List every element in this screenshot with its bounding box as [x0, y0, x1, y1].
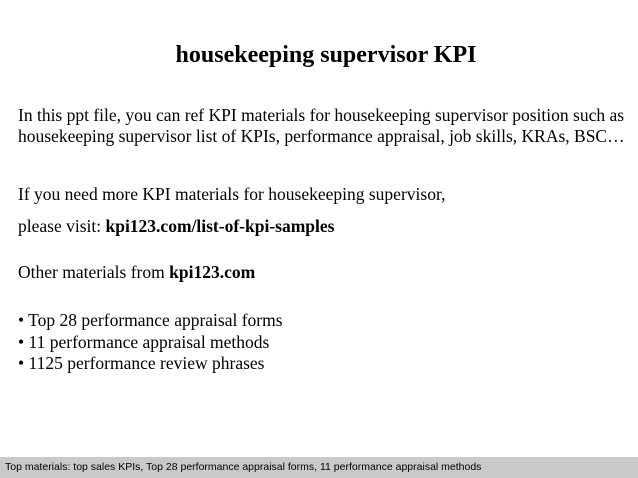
other-materials-line [18, 262, 628, 283]
list-item: • 11 performance appraisal methods [18, 331, 270, 352]
list-item: • Top 28 performance appraisal forms [18, 310, 283, 330]
footer-text: Top materials: top sales KPIs, Top 28 performance appraisal forms, 11 performance appraisal methods [5, 461, 482, 473]
footer-bar [0, 457, 638, 478]
visit-link[interactable]: kpi123.com/list-of-kpi-samples [105, 216, 335, 236]
other-prefix: Other materials from [18, 262, 170, 282]
visit-prefix: please visit: [18, 216, 106, 236]
list-item: • 1125 performance review phrases [18, 353, 265, 373]
visit-line [18, 216, 628, 237]
slide-title: housekeeping supervisor KPI [175, 42, 477, 68]
more-materials-text: If you need more KPI materials for housekeeping supervisor, [18, 184, 446, 204]
intro-paragraph: In this ppt file, you can ref KPI materials for housekeeping supervisor position such as housekeeping supervisor list of KPIs, performance appraisal, job skills, KRAs, BSC… [18, 105, 625, 146]
other-link[interactable]: kpi123.com [169, 262, 256, 282]
materials-list [18, 310, 283, 375]
